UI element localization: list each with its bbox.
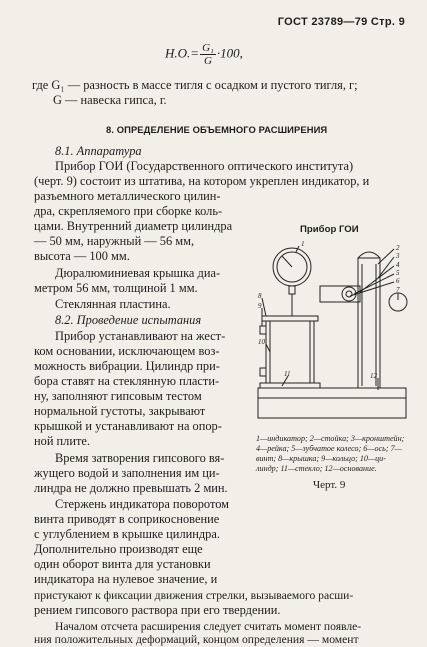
formula-rhs: ·100, <box>216 45 243 61</box>
paragraph-line: можность вибрации. Цилиндр при- <box>34 359 220 373</box>
paragraph-line: ния положительных деформаций, концом определения — момент <box>34 633 359 646</box>
paragraph-line: ну, заполняют гипсовым тестом <box>34 389 202 403</box>
paragraph-line: винта приводят в соприкосновение <box>34 512 220 526</box>
callout-label: 9 <box>258 302 262 310</box>
callout-label: 5 <box>396 269 400 277</box>
paragraph-line: бора ставят на стеклянную пласти- <box>34 374 220 388</box>
subsection-heading: 8.2. Проведение испытания <box>55 313 202 327</box>
paragraph-line: разъемного металлического цилин- <box>34 189 221 203</box>
paragraph-line: рением гипсового раствора при его твердении. <box>34 603 281 617</box>
paragraph-line: Прибор устанавливают на жест- <box>55 329 226 343</box>
definition-line: G — навеска гипса, г. <box>53 93 167 107</box>
paragraph-line: (черт. 9) состоит из штатива, на котором укреплен индикатор, и <box>34 174 370 188</box>
gear-wheel <box>342 287 356 301</box>
figure-caption-line: 1—индикатор; 2—стойка; 3—кронштейн; <box>256 434 405 443</box>
paragraph-line: высота — 100 мм. <box>34 249 130 263</box>
figure-caption-line: 4—рейка; 5—зубчатое колесо; 6—ось; 7— <box>256 444 402 453</box>
paragraph-line: дра, скрепляемого при сборке коль- <box>34 204 223 218</box>
formula <box>165 42 243 67</box>
paragraph-line: Дюралюминиевая крышка диа- <box>55 266 221 280</box>
ring-clamp <box>260 326 266 334</box>
callout-label: 2 <box>396 244 400 252</box>
callout-label: 1 <box>301 240 305 248</box>
callout-label: 4 <box>396 261 400 269</box>
formula-lhs: H.O.= <box>165 45 200 61</box>
stand-column <box>358 258 380 388</box>
paragraph-line: ной плите. <box>34 434 91 448</box>
page-header: ГОСТ 23789—79 Стр. 9 <box>277 16 405 28</box>
figure-caption-line: линдр; 11—стекло; 12—основание. <box>256 464 377 473</box>
paragraph-line: линдра не должно превышать 2 мин. <box>34 481 228 495</box>
goi-device-drawing <box>252 240 412 430</box>
paragraph-line: Началом отсчета расширения следует считать момент появле- <box>55 620 362 633</box>
device-base <box>258 388 406 418</box>
callout-label: 6 <box>396 277 400 285</box>
paragraph-line: с углублением в крышке цилиндра. <box>34 527 220 541</box>
paragraph-line: Стеклянная пластина. <box>55 297 171 311</box>
glass-plate <box>260 383 320 388</box>
callout-label: 7 <box>396 286 400 294</box>
paragraph-line: нормальной густоты, закрывают <box>34 404 206 418</box>
figure-caption-line: винт; 8—крышка; 9—кольцо; 10—ци- <box>256 454 386 463</box>
paragraph-line: индикатора на нулевое значение, и <box>34 572 218 586</box>
callout-label: 10 <box>258 338 265 346</box>
figure-number: Черт. 9 <box>313 479 346 491</box>
formula-fraction <box>200 42 216 67</box>
callout-label: 8 <box>258 292 262 300</box>
paragraph-line: Стержень индикатора поворотом <box>55 497 229 511</box>
paragraph-line: жущего водой и заполнения им ци- <box>34 466 220 480</box>
lid <box>262 316 318 321</box>
paragraph-line: метром 56 мм, толщиной 1 мм. <box>34 281 198 295</box>
paragraph-line: цами. Внутренний диаметр цилиндра <box>34 219 233 233</box>
subsection-heading: 8.1. Аппаратура <box>55 144 142 158</box>
callout-label: 12 <box>370 372 377 380</box>
paragraph-line: крышкой и устанавливают на опор- <box>34 419 222 433</box>
figure-title: Прибор ГОИ <box>300 224 359 235</box>
callout-label: 3 <box>396 252 400 260</box>
definition-line: где G₁ — разность в массе тигля с осадком и пустого тигля, г; <box>32 78 358 92</box>
paragraph-line: один оборот винта для установки <box>34 557 211 571</box>
section-title: 8. ОПРЕДЕЛЕНИЕ ОБЪЕМНОГО РАСШИРЕНИЯ <box>106 124 328 135</box>
paragraph-line: Прибор ГОИ (Государственного оптического института) <box>55 159 354 173</box>
formula-numerator: G₁ <box>202 42 214 54</box>
formula-denominator: G <box>203 55 212 67</box>
paragraph-line: ком основании, исключающем воз- <box>34 344 220 358</box>
paragraph-line: — 50 мм, наружный — 56 мм, <box>34 234 195 248</box>
callout-label: 11 <box>284 370 291 378</box>
paragraph-line: Дополнительно производят еще <box>34 542 203 556</box>
paragraph-line: пристукают к фиксации движения стрелки, вызываемого расши- <box>34 589 354 602</box>
paragraph-line: Время затворения гипсового вя- <box>55 451 225 465</box>
